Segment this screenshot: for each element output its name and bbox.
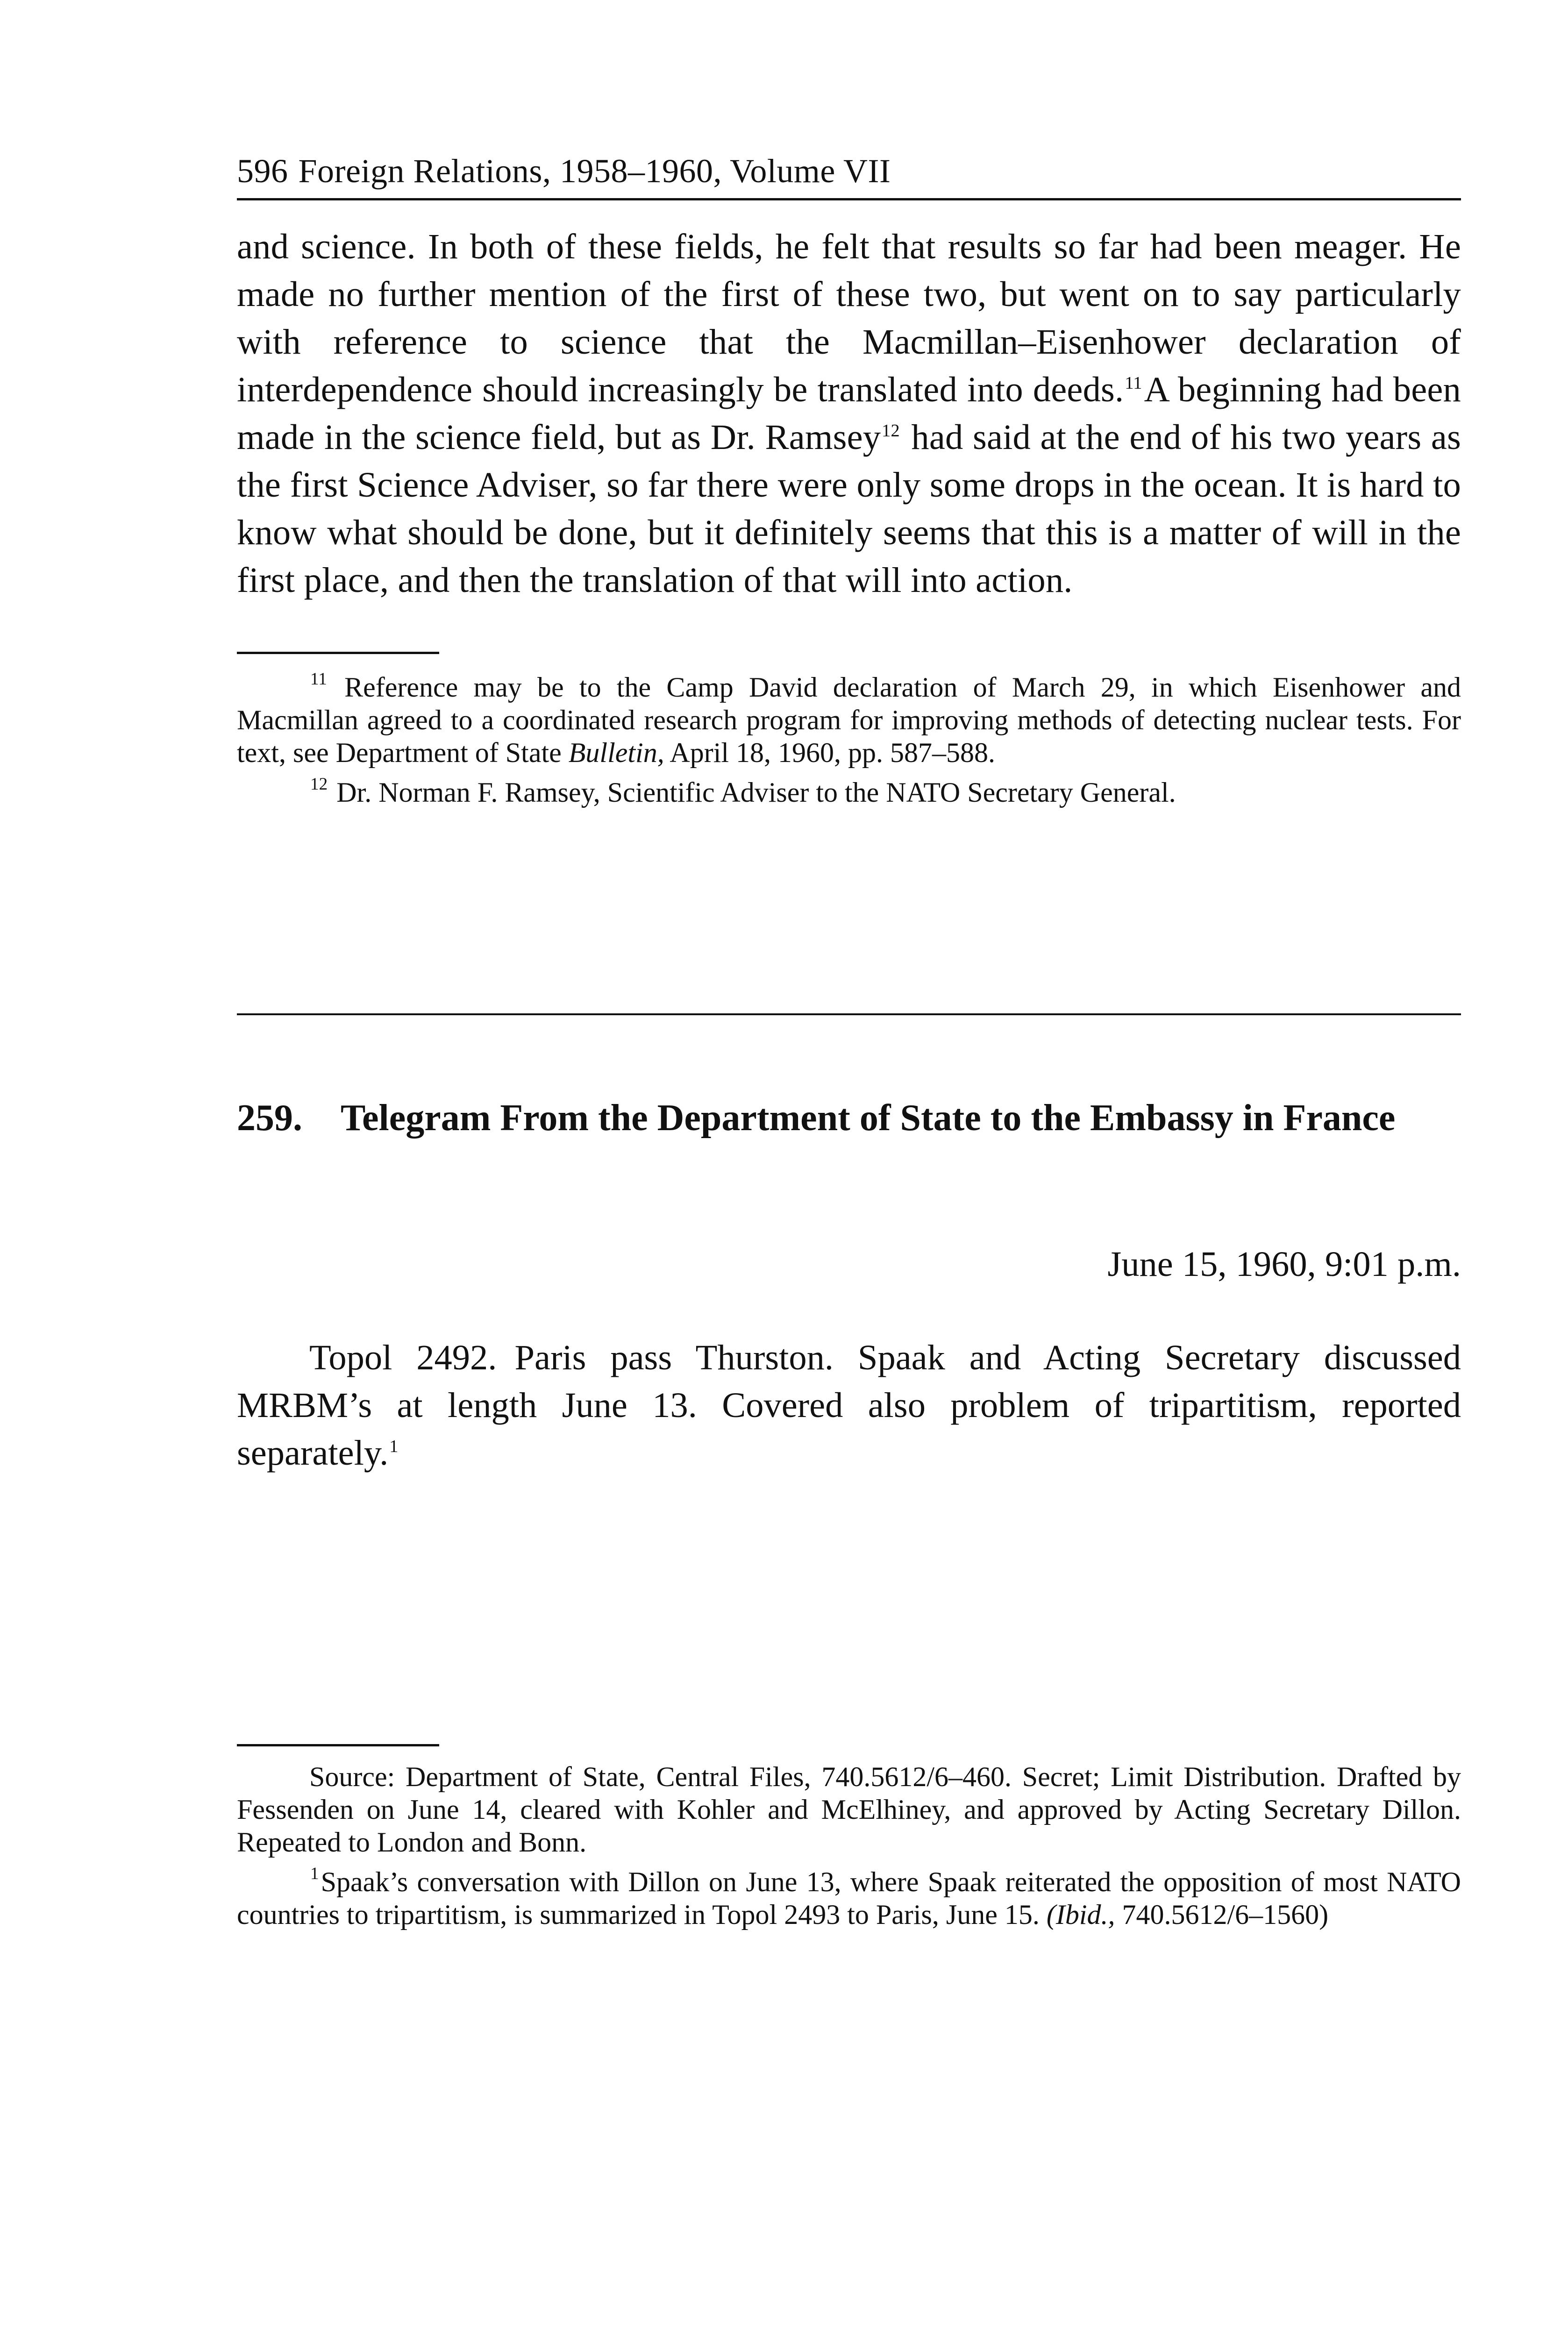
footnote-number: 12 (310, 774, 328, 794)
body-paragraph (237, 223, 1461, 604)
body-text-part3: had said at the end of his two years as the first Science Adviser, so far there were only some drops in the ocean. It is hard to know what should be done, but it definitely seems that this is a matter of will in the first place, and then the translation of that will into action. (237, 417, 1461, 600)
footnote-separator (237, 652, 439, 654)
footnotes-top (237, 671, 1461, 809)
document-separator-rule (237, 1013, 1461, 1015)
footnote-separator (237, 1744, 439, 1746)
header-rule (237, 198, 1461, 200)
telegram-tag: Topol 2492. (309, 1338, 497, 1377)
footnote-number: 11 (310, 669, 327, 689)
footnote-text: April 18, 1960, pp. 587–588. (664, 737, 996, 768)
body-text-part2: A beginning had been made in the science field, but as Dr. Ramsey (237, 370, 1461, 457)
footnote-text: Dr. Norman F. Ramsey, Scientific Adviser to the NATO Secretary General. (329, 777, 1176, 808)
footnote-text: Reference may be to the Camp David declaration of March 29, in which Eisenhower and Macmillan agreed to a coordinated research program for improving methods of detecting nuclear tests. For text, see Department of State (237, 672, 1461, 768)
footnote-ref-1: 1 (389, 1437, 399, 1457)
footnote-1 (237, 1866, 1461, 1931)
source-note: Source: Department of State, Central Files, 740.5612/6–460. Secret; Limit Distribution. Drafted by Fessenden on June 14, cleared with Kohler and McElhiney, and approved by Acting Secretary Dillon. Repeated to London and Bonn. (237, 1761, 1461, 1858)
document-page (237, 154, 1461, 1931)
footnote-italic-text: (Ibid., (1046, 1899, 1115, 1930)
footnote-ref-11: 11 (1125, 373, 1142, 393)
footnote-12 (237, 776, 1461, 809)
footnote-number: 1 (310, 1864, 319, 1883)
footnote-text: 740.5612/6–1560) (1115, 1899, 1329, 1930)
footnote-11 (237, 671, 1461, 769)
document-title: Telegram From the Department of State to the Embassy in France (341, 1097, 1396, 1139)
document-paragraph (237, 1334, 1461, 1477)
document-number: 259. (237, 1097, 302, 1139)
body-text-part1: and science. In both of these fields, he felt that results so far had been meager. He made no further mention of the first of these two, but went on to say particularly with reference to science that the Macmillan–Eisenhower declaration of interdependence should increasingly be translated into deeds. (237, 227, 1461, 409)
footnote-text: Spaak’s conversation with Dillon on June 13, where Spaak reiterated the opposition of most NATO countries to tripartitism, is summarized in Topol 2493 to Paris, June 15. (237, 1866, 1461, 1930)
footnote-ref-12: 12 (882, 421, 900, 441)
document-text: Paris pass Thurston. Spaak and Acting Secretary discussed MRBM’s at length June 13. Covered also problem of tripartitism, reported separately. (237, 1338, 1461, 1473)
running-head (237, 154, 1461, 188)
volume-title: Foreign Relations, 1958–1960, Volume VII (298, 152, 891, 190)
page-number: 596 (237, 152, 288, 190)
footnote-italic-text: Bulletin, (568, 737, 664, 768)
document-body (237, 1334, 1461, 1477)
footnotes-bottom (237, 1760, 1461, 1931)
document-date: June 15, 1960, 9:01 p.m. (1107, 1244, 1461, 1284)
document-heading (237, 1096, 1461, 1140)
continued-paragraph (237, 223, 1461, 604)
